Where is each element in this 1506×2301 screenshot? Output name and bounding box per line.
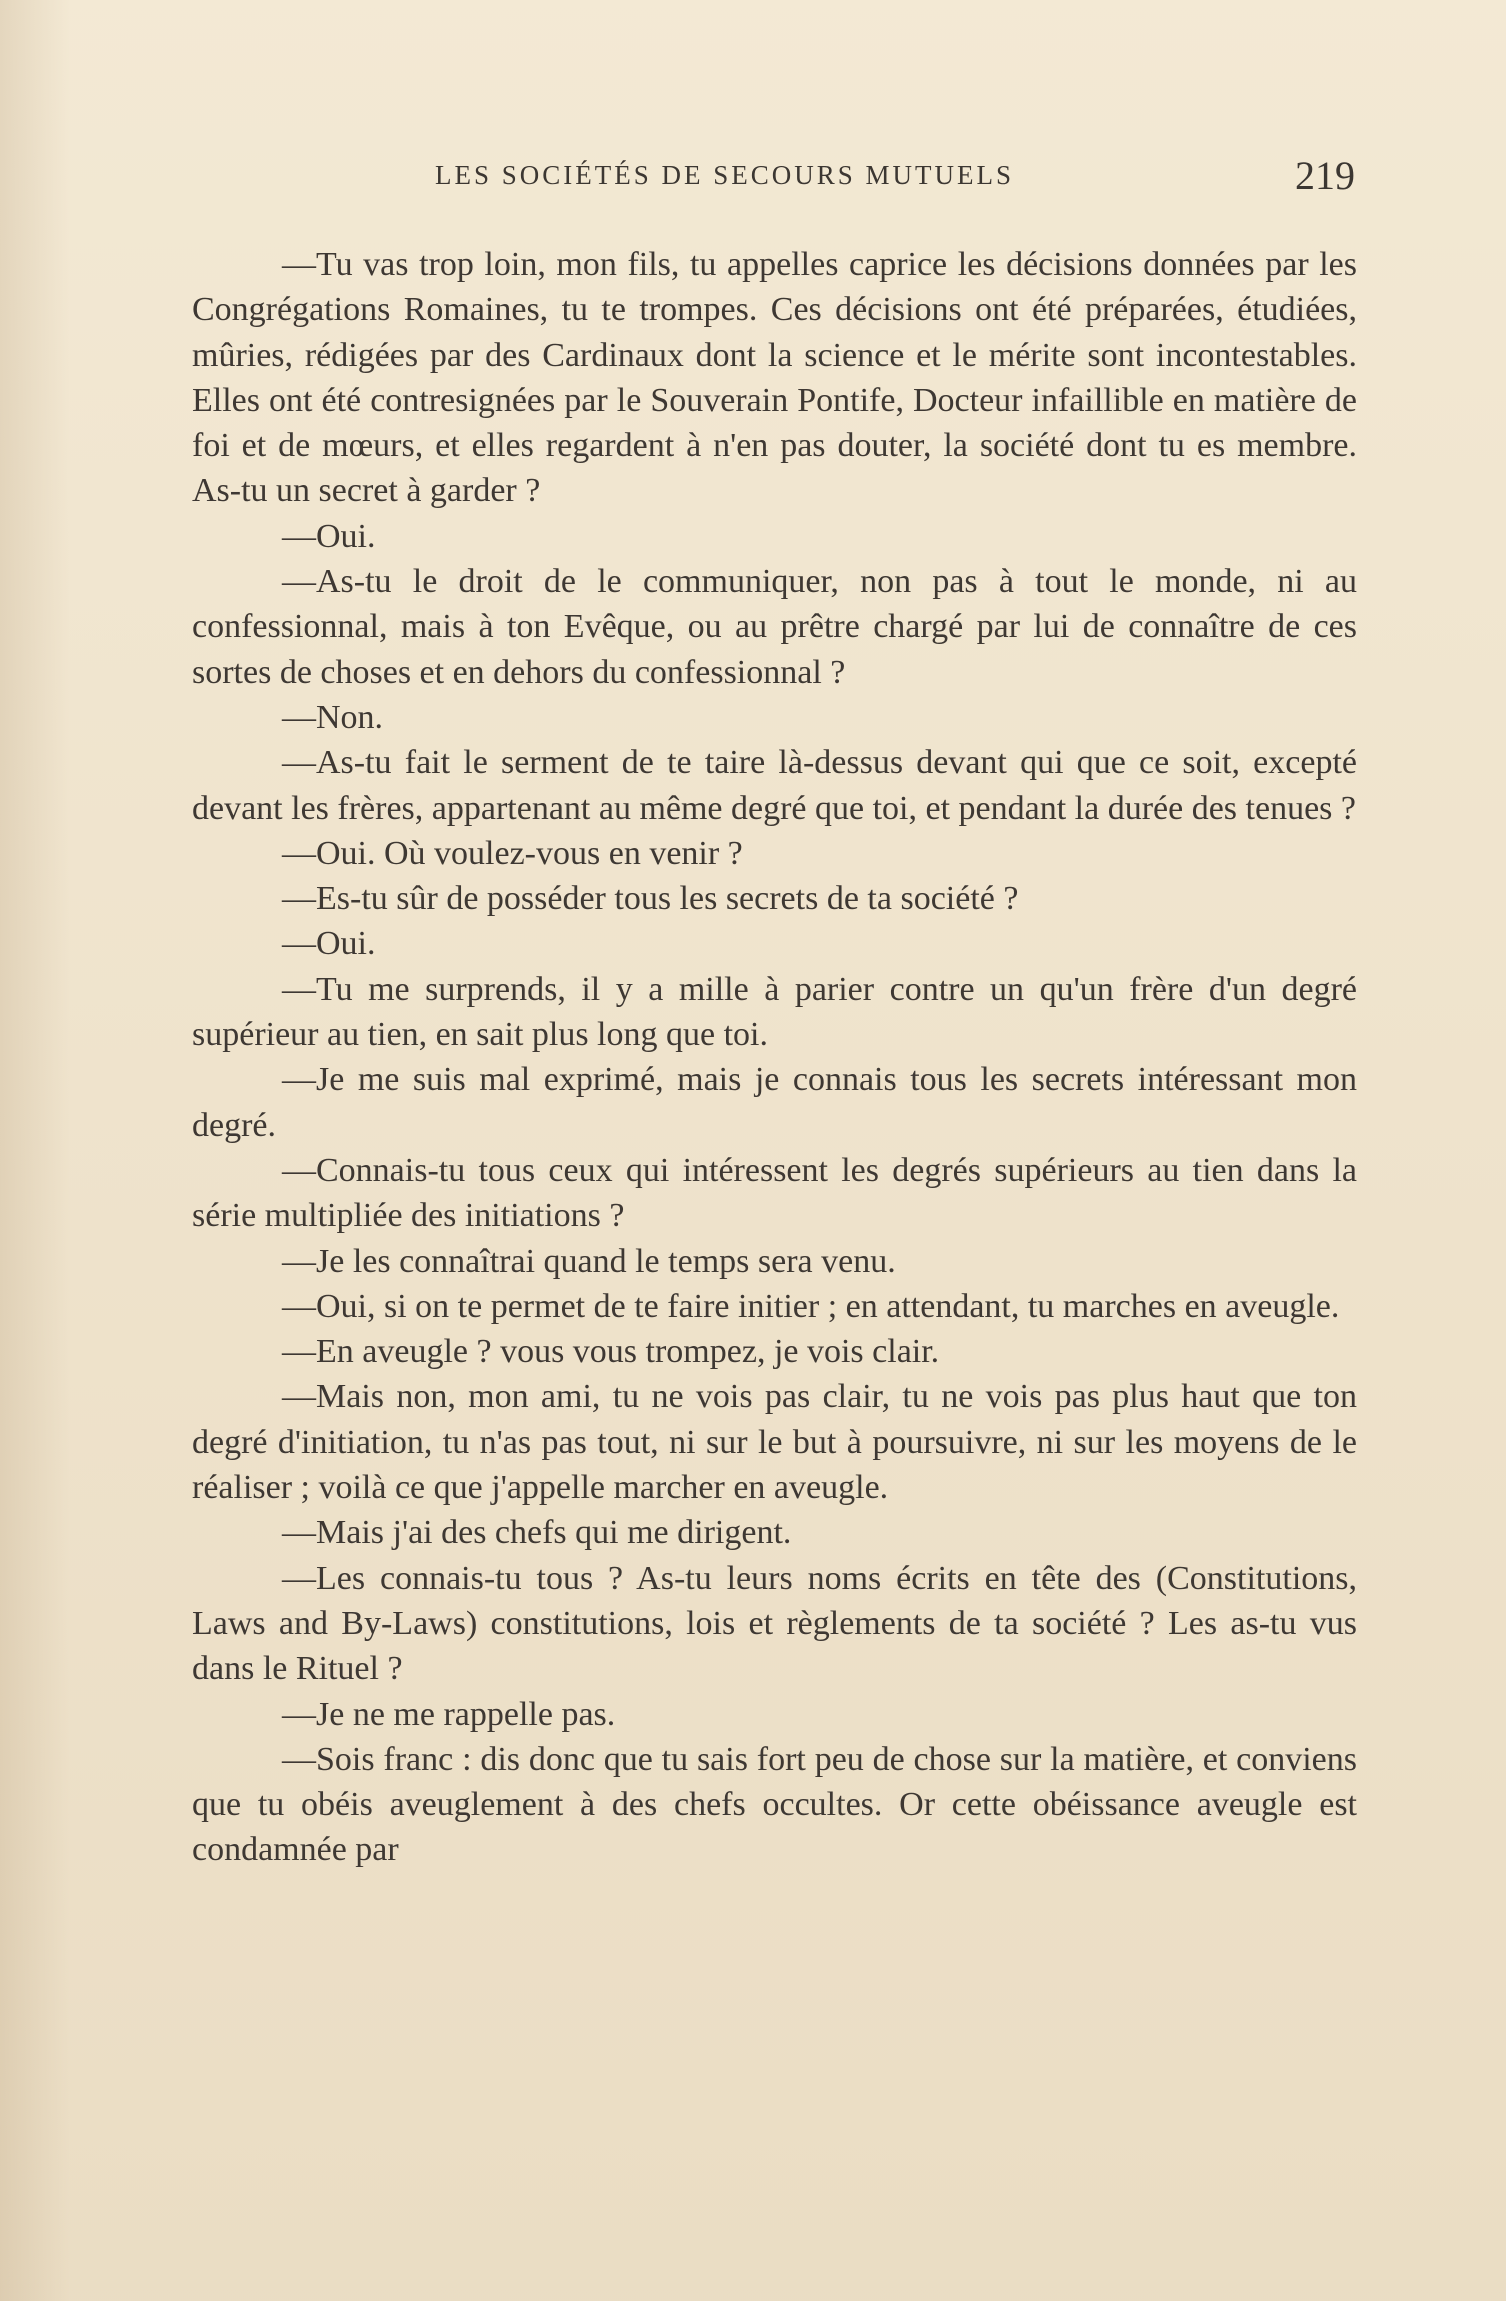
paragraph: —Mais non, mon ami, tu ne vois pas clair, tu ne vois pas plus haut que ton degré d'initiation, tu n'as pas tout, ni sur le but à poursuivre, ni sur les moyens de le réaliser ; voilà ce que j'appelle marcher en aveugle. xyxy=(192,1378,1357,1507)
paragraph: —Connais-tu tous ceux qui intéressent les degrés supérieurs au tien dans la série multipliée des initiations ? xyxy=(192,1151,1357,1235)
page-number: 219 xyxy=(1295,153,1355,198)
paragraph: —En aveugle ? vous vous trompez, je vois clair. xyxy=(282,1333,940,1371)
paragraph: —Oui. xyxy=(282,517,376,555)
paragraph: —As-tu fait le serment de te taire là-dessus devant qui que ce soit, excepté devant les frères, appartenant au même degré que toi, et pendant la durée des tenues ? xyxy=(192,744,1357,827)
paragraph: —Es-tu sûr de posséder tous les secrets de ta société ? xyxy=(282,880,1019,918)
paragraph: —Tu me surprends, il y a mille à parier contre un qu'un frère d'un degré supérieur au tien, en sait plus long que toi. xyxy=(192,970,1357,1054)
body-text xyxy=(192,242,1357,1873)
paragraph: —Oui. xyxy=(282,925,376,963)
paragraph: —As-tu le droit de le communiquer, non pas à tout le monde, ni au confessionnal, mais à ton Evêque, ou au prêtre chargé par lui de connaître de ces sortes de choses et en dehors du confessionnal ? xyxy=(192,563,1357,691)
paragraph: —Non. xyxy=(282,698,384,736)
page-header xyxy=(190,153,1355,208)
paragraph: —Je les connaîtrai quand le temps sera venu. xyxy=(282,1242,896,1280)
paragraph: —Oui, si on te permet de te faire initier ; en attendant, tu marches en aveugle. xyxy=(282,1287,1340,1325)
paragraph: —Oui. Où voulez-vous en venir ? xyxy=(282,834,743,872)
paragraph: —Sois franc : dis donc que tu sais fort peu de chose sur la matière, et conviens que tu obéis aveuglement à des chefs occultes. Or cette obéissance aveugle est condamnée par xyxy=(192,1740,1357,1869)
running-title: LES SOCIÉTÉS DE SECOURS MUTUELS xyxy=(435,160,1015,190)
paragraph: —Tu vas trop loin, mon fils, tu appelles caprice les décisions données par les Congrégations Romaines, tu te trompes. Ces décisions ont été préparées, étudiées, mûries, rédigées par des Cardinaux dont la science et le mérite sont incontestables. Elles ont été contresignées par le Souverain Pontife, Docteur infaillible en matière de foi et de mœurs, et elles regardent à n'en pas douter, la société dont tu es membre. As-tu un secret à garder ? xyxy=(192,246,1357,510)
paragraph: —Les connais-tu tous ? As-tu leurs noms écrits en tête des (Constitutions, Laws and By-Laws) constitutions, lois et règlements de ta société ? Les as-tu vus dans le Rituel ? xyxy=(192,1559,1357,1688)
paragraph: —Je ne me rappelle pas. xyxy=(282,1695,616,1733)
paragraph: —Mais j'ai des chefs qui me dirigent. xyxy=(282,1514,792,1552)
paragraph: —Je me suis mal exprimé, mais je connais tous les secrets intéressant mon degré. xyxy=(192,1061,1357,1144)
